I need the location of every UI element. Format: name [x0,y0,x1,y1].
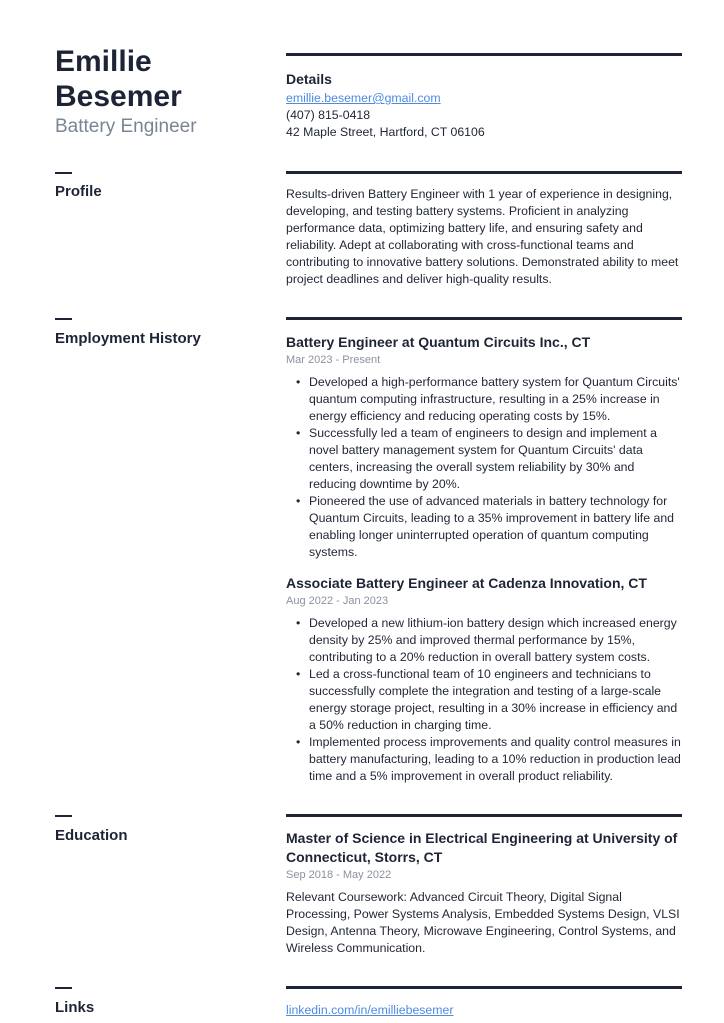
education-dash [55,815,72,817]
profile-dash [55,172,72,174]
links-label: Links [55,999,95,1016]
education-label: Education [55,827,128,844]
employment-rule [286,317,682,320]
job-entry [286,333,684,561]
job-bullet: • Developed a high-performance battery system for Quantum Circuits' quantum computing infrastructure, resulting in a 25% increase in energy efficiency and reducing operating costs by 15%. [309,374,684,425]
job-bullet: • Successfully led a team of engineers to design and implement a novel battery management system for Quantum Circuits' data centers, increasing the overall system reliability by 30% and reducing downtime by 20%. [309,425,684,493]
profile-label: Profile [55,183,102,200]
email-link[interactable]: emillie.besemer@gmail.com [286,91,441,105]
links-dash [55,987,72,989]
details-heading: Details [286,71,332,87]
job-entry [286,574,684,785]
job-bullet: • Led a cross-functional team of 10 engineers and technicians to successfully complete the integration and testing of a large-scale energy storage project, resulting in a 30% increase in efficiency and a 50% reduction in charging time. [309,666,684,734]
details-section [286,70,684,141]
job-bullets [286,615,684,785]
candidate-name: Emillie Besemer [55,45,182,113]
education-section [286,829,684,957]
job-title: Battery Engineer at Quantum Circuits Inc., CT [286,334,591,350]
job-title: Associate Battery Engineer at Cadenza Innovation, CT [286,575,647,591]
phone-text: (407) 815-0418 [286,108,371,122]
profile-text: Results-driven Battery Engineer with 1 year of experience in designing, developing, and testing battery systems. Proficient in analyzing performance data, optimizing battery life, and ensuring safety and reliability. Adept at collaborating with cross-functional teams and contributing to innovative battery solutions. Demonstrated ability to meet project deadlines and deliver high-quality results. [286,187,679,286]
candidate-title: Battery Engineer [55,116,197,137]
coursework-text: Relevant Coursework: Advanced Circuit Theory, Digital Signal Processing, Power Systems Analysis, Embedded Systems Design, VLSI Design, Antenna Theory, Microwave Engineering, Control Systems, and Wireless Communication. [286,890,680,955]
address-text: 42 Maple Street, Hartford, CT 06106 [286,125,485,139]
job-bullets [286,374,684,561]
details-rule [286,53,682,56]
links-section [286,1002,684,1019]
linkedin-link[interactable]: linkedin.com/in/emilliebesemer [286,1003,454,1017]
job-bullet: • Pioneered the use of advanced materials in battery technology for Quantum Circuits, leading to a 35% improvement in battery life and enabling longer uninterrupted operation of quantum computing systems. [309,493,684,561]
profile-rule [286,171,682,174]
job-bullet: • Developed a new lithium-ion battery design which increased energy density by 25% and improved thermal performance by 15%, contributing to a 20% reduction in overall battery system costs. [309,615,684,666]
degree-dates: Sep 2018 - May 2022 [286,869,392,881]
employment-dash [55,318,72,320]
job-dates: Mar 2023 - Present [286,354,381,366]
job-bullet: • Implemented process improvements and quality control measures in battery manufacturing, leading to a 10% reduction in production lead time and a 5% improvement in overall product reliability. [309,734,684,785]
degree-title: Master of Science in Electrical Engineering at University of Connecticut, Storrs, CT [286,830,678,865]
links-rule [286,986,682,989]
employment-label: Employment History [55,330,201,347]
employment-section [286,333,684,798]
education-rule [286,814,682,817]
job-dates: Aug 2022 - Jan 2023 [286,595,389,607]
